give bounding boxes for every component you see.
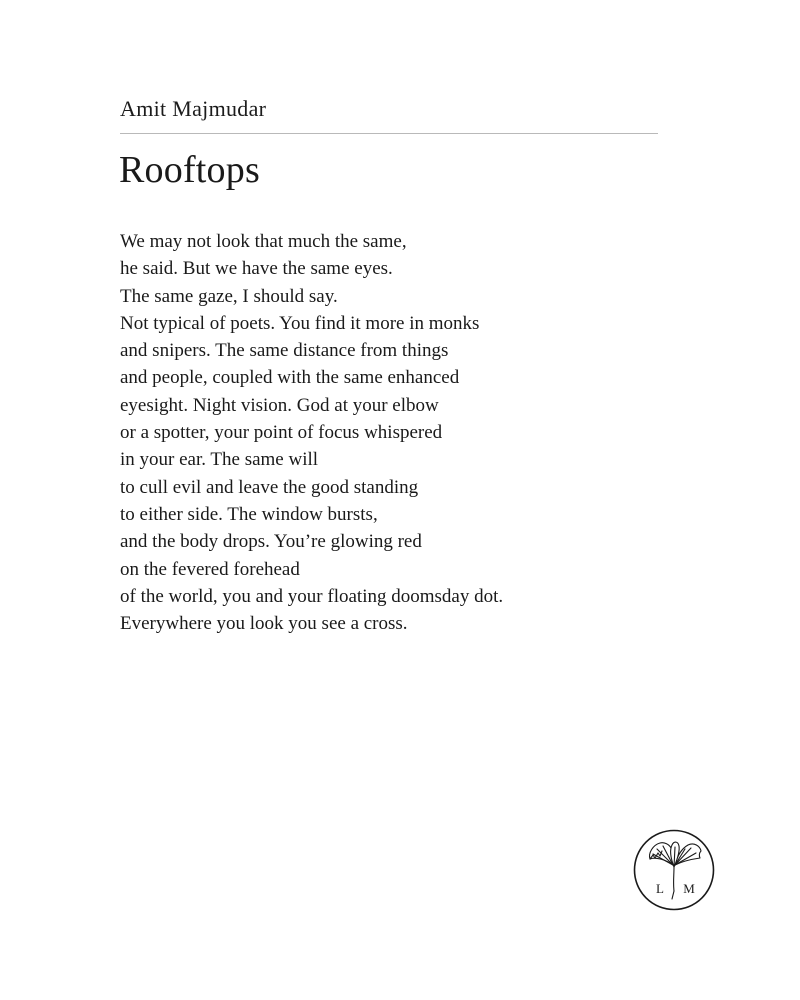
poem-line: he said. But we have the same eyes. [120, 258, 393, 280]
poem-line: The same gaze, I should say. [120, 285, 338, 307]
poem-line: eyesight. Night vision. God at your elbow [120, 394, 439, 416]
poem-line: to cull evil and leave the good standing [120, 476, 419, 498]
poem-line: Everywhere you look you see a cross. [120, 613, 408, 635]
poem-line: or a spotter, your point of focus whispered [120, 422, 443, 444]
publisher-logo [633, 829, 715, 911]
poem-line: and people, coupled with the same enhanced [120, 367, 460, 389]
poem-line: to either side. The window bursts, [120, 503, 378, 525]
poem-line: of the world, you and your floating doomsday dot. [120, 585, 504, 607]
logo-letter-left: L [656, 881, 664, 896]
poem-title: Rooftops [119, 149, 260, 191]
poem-line: on the fevered forehead [120, 558, 300, 580]
author-name: Amit Majmudar [120, 96, 267, 121]
poem-line: Not typical of poets. You find it more in monks [120, 312, 480, 334]
header-divider [120, 133, 658, 134]
poem-line: We may not look that much the same, [120, 231, 407, 252]
poem-line: and snipers. The same distance from things [120, 340, 449, 362]
logo-letter-right: M [683, 881, 695, 896]
poem-body [120, 228, 503, 637]
poem-line: and the body drops. You’re glowing red [120, 531, 422, 553]
poem-line: in your ear. The same will [120, 449, 319, 471]
